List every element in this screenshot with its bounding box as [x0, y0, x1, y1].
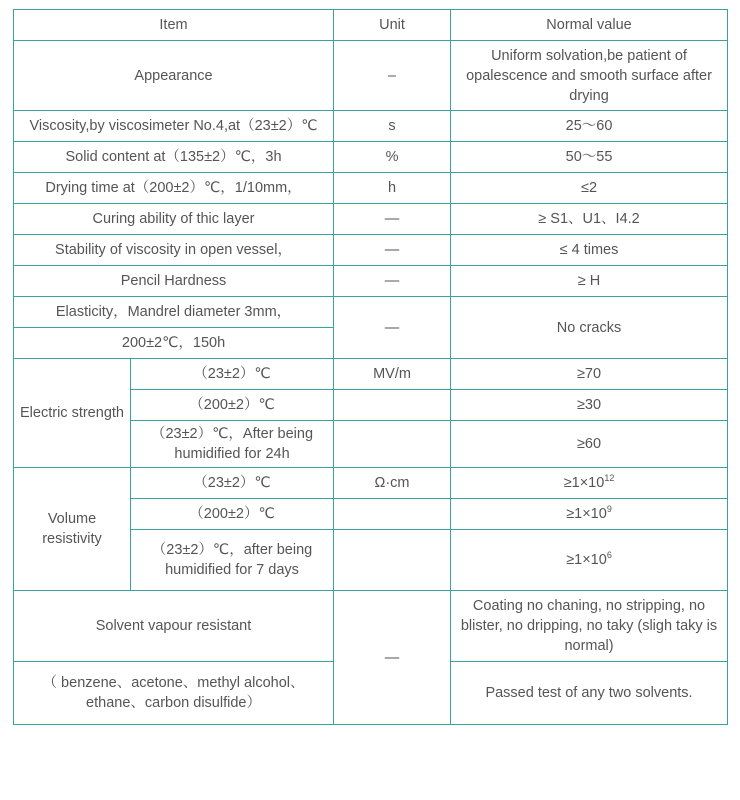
row-value: ≥ H — [451, 266, 728, 297]
value-exponent: 6 — [606, 550, 612, 560]
header-item: Item — [14, 10, 334, 41]
row-item: （ benzene、acetone、methyl alcohol、ethane、carbon disulfide） — [14, 662, 334, 725]
row-item: Solid content at（135±2）℃，3h — [14, 142, 334, 173]
row-unit: — — [334, 297, 451, 359]
group-label-volume-resistivity: Volume resistivity — [14, 468, 131, 591]
sub-condition: （200±2）℃ — [131, 390, 334, 421]
value-exponent: 12 — [604, 473, 615, 483]
row-unit: s — [334, 111, 451, 142]
row-unit-empty — [334, 499, 451, 530]
row-unit-empty — [334, 421, 451, 468]
row-unit: Ω·cm — [334, 468, 451, 499]
row-value: Coating no chaning, no stripping, no blister, no dripping, no taky (sligh taky is normal) — [451, 591, 728, 662]
row-unit: — — [334, 204, 451, 235]
row-unit-empty — [334, 530, 451, 591]
table-row — [14, 173, 728, 204]
row-value: 50～55 — [451, 142, 728, 173]
row-item-line2: 200±2℃，150h — [14, 328, 334, 359]
header-unit: Unit — [334, 10, 451, 41]
table-row — [14, 266, 728, 297]
row-value — [451, 530, 728, 591]
sub-condition: （23±2）℃，after being humidified for 7 days — [131, 530, 334, 591]
row-value — [451, 468, 728, 499]
value-base: ≥1×10 — [566, 506, 607, 522]
row-item: Appearance — [14, 41, 334, 111]
group-label-electric-strength: Electric strength — [14, 359, 131, 468]
row-unit: — — [334, 235, 451, 266]
specification-table — [13, 9, 728, 725]
row-value: ≥ S1、U1、I4.2 — [451, 204, 728, 235]
row-unit-empty — [334, 390, 451, 421]
table-row — [14, 297, 728, 328]
row-value: ≥60 — [451, 421, 728, 468]
row-unit: – — [334, 41, 451, 111]
row-value: ≤ 4 times — [451, 235, 728, 266]
row-unit: h — [334, 173, 451, 204]
header-normal-value: Normal value — [451, 10, 728, 41]
row-item: Stability of viscosity in open vessel， — [14, 235, 334, 266]
row-value: ≥70 — [451, 359, 728, 390]
row-item: Drying time at（200±2）℃，1/10mm， — [14, 173, 334, 204]
row-value: 25～60 — [451, 111, 728, 142]
row-item: Curing ability of thic layer — [14, 204, 334, 235]
table-row — [14, 359, 728, 390]
value-exponent: 9 — [606, 504, 612, 514]
row-value: No cracks — [451, 297, 728, 359]
row-value: Uniform solvation,be patient of opalescence and smooth surface after drying — [451, 41, 728, 111]
table-row — [14, 41, 728, 111]
row-value: ≥30 — [451, 390, 728, 421]
table-row — [14, 468, 728, 499]
row-unit: — — [334, 266, 451, 297]
row-item: Pencil Hardness — [14, 266, 334, 297]
sub-condition: （23±2）℃ — [131, 359, 334, 390]
row-value — [451, 499, 728, 530]
row-unit: % — [334, 142, 451, 173]
row-item: Viscosity,by viscosimeter No.4,at（23±2）℃ — [14, 111, 334, 142]
row-item: Solvent vapour resistant — [14, 591, 334, 662]
table-row — [14, 111, 728, 142]
header-row — [14, 10, 728, 41]
value-base: ≥1×10 — [566, 552, 607, 568]
table-row — [14, 591, 728, 662]
sub-condition: （23±2）℃ — [131, 468, 334, 499]
row-item-line1: Elasticity，Mandrel diameter 3mm， — [14, 297, 334, 328]
value-base: ≥1×10 — [563, 475, 605, 491]
table-row — [14, 142, 728, 173]
table-row — [14, 235, 728, 266]
row-value: ≤2 — [451, 173, 728, 204]
sub-condition: （23±2）℃，After being humidified for 24h — [131, 421, 334, 468]
row-unit: MV/m — [334, 359, 451, 390]
row-unit: — — [334, 591, 451, 725]
table-row — [14, 204, 728, 235]
row-value: Passed test of any two solvents. — [451, 662, 728, 725]
sub-condition: （200±2）℃ — [131, 499, 334, 530]
